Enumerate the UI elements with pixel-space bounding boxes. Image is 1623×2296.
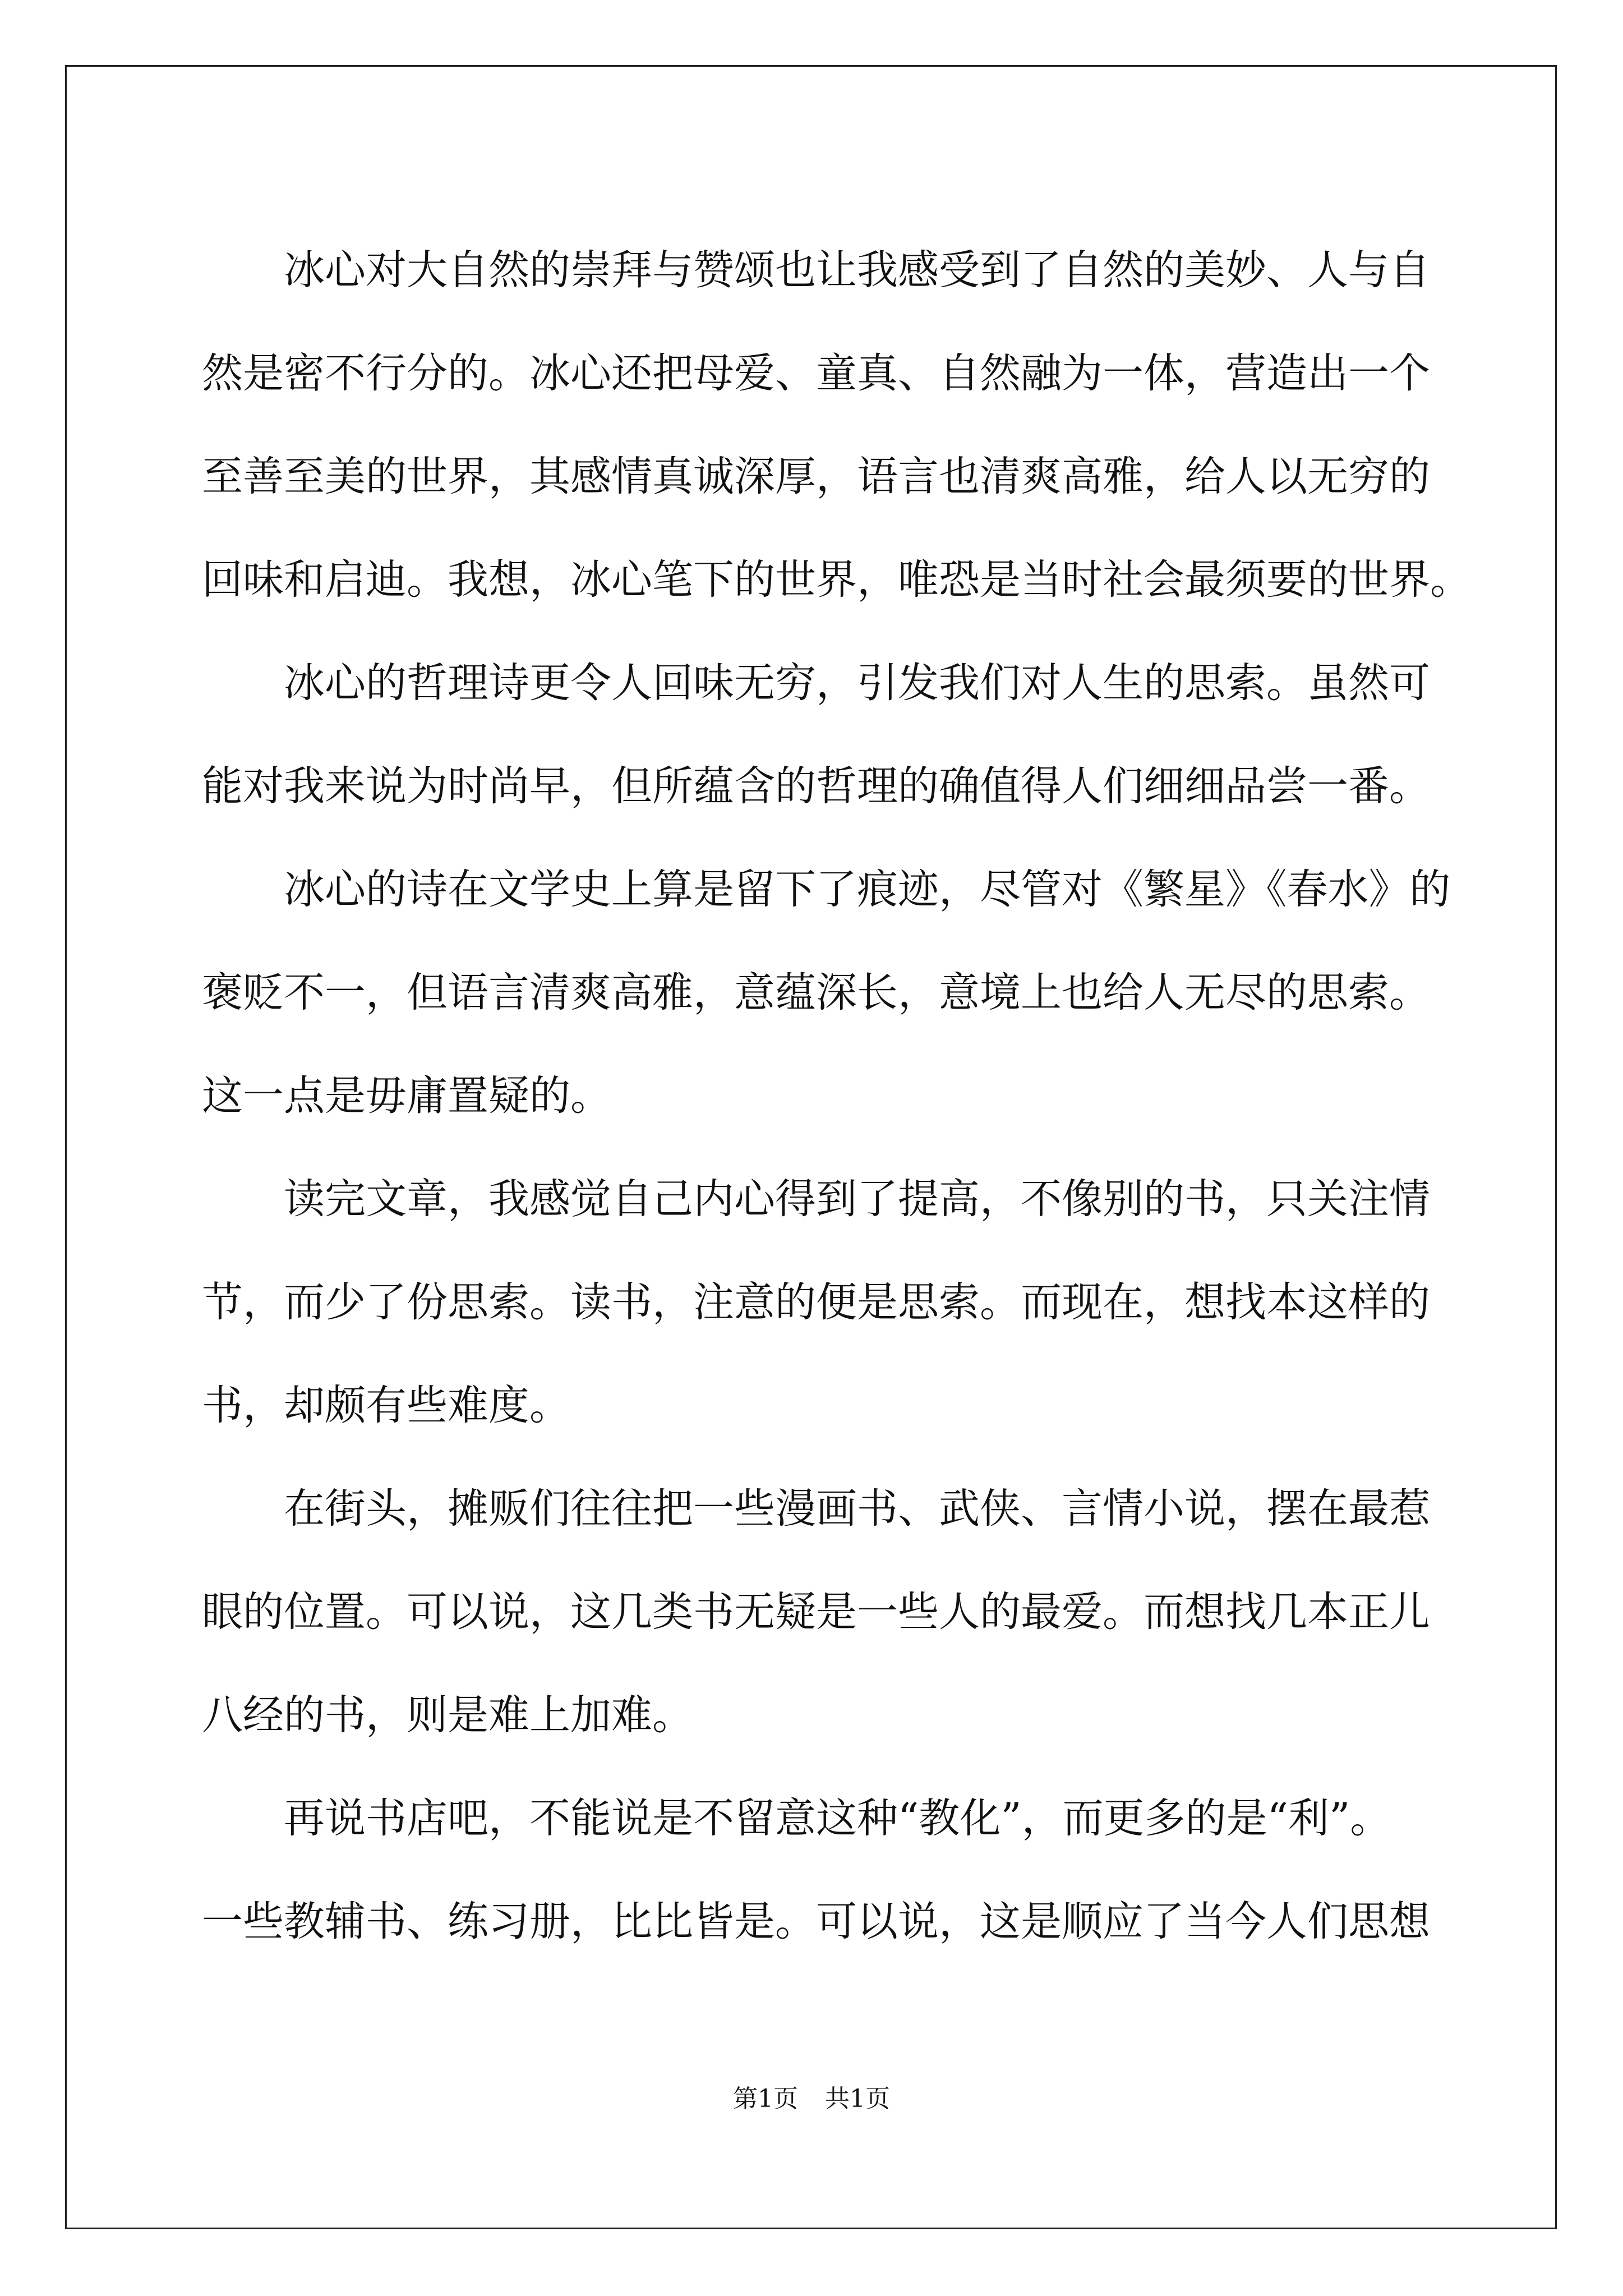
document-body <box>202 219 1471 1973</box>
text-line: 在街头，摊贩们往往把一些漫画书、武侠、言情小说，摆在最惹 <box>284 1485 1430 1533</box>
text-line: 节，而少了份思索。读书，注意的便是思索。而现在，想找本这样的 <box>202 1278 1430 1326</box>
text-line: 八经的书，则是难上加难。 <box>202 1691 693 1739</box>
text-line: 再说书店吧，不能说是不留意这种“教化”，而更多的是“利”。 <box>284 1795 1391 1842</box>
text-line: 冰心的哲理诗更令人回味无穷，引发我们对人生的思索。虽然可 <box>284 659 1430 707</box>
page-total: 共1页 <box>825 2085 890 2113</box>
text-line: 至善至美的世界，其感情真诚深厚，语言也清爽高雅，给人以无穷的 <box>202 453 1430 500</box>
text-line: 一些教辅书、练习册，比比皆是。可以说，这是顺应了当今人们思想 <box>202 1898 1430 1945</box>
text-line: 这一点是毋庸置疑的。 <box>202 1072 611 1120</box>
page-number: 第1页 <box>733 2085 798 2113</box>
text-line: 能对我来说为时尚早，但所蕴含的哲理的确值得人们细细品尝一番。 <box>202 762 1430 810</box>
text-line: 然是密不行分的。冰心还把母爱、童真、自然融为一体，营造出一个 <box>202 349 1430 397</box>
page-footer <box>0 2082 1623 2116</box>
text-line: 回味和启迪。我想，冰心笔下的世界，唯恐是当时社会最须要的世界。 <box>202 556 1471 604</box>
text-line: 读完文章，我感觉自己内心得到了提高，不像别的书，只关注情 <box>284 1175 1430 1223</box>
text-line: 书，却颇有些难度。 <box>202 1382 570 1429</box>
text-line: 冰心对大自然的崇拜与赞颂也让我感受到了自然的美妙、人与自 <box>284 246 1430 294</box>
text-line: 眼的位置。可以说，这几类书无疑是一些人的最爱。而想找几本正儿 <box>202 1588 1430 1636</box>
text-line: 冰心的诗在文学史上算是留下了痕迹，尽管对《繁星》《春水》的 <box>284 866 1451 913</box>
text-line: 褒贬不一，但语言清爽高雅，意蕴深长，意境上也给人无尽的思索。 <box>202 969 1430 1016</box>
